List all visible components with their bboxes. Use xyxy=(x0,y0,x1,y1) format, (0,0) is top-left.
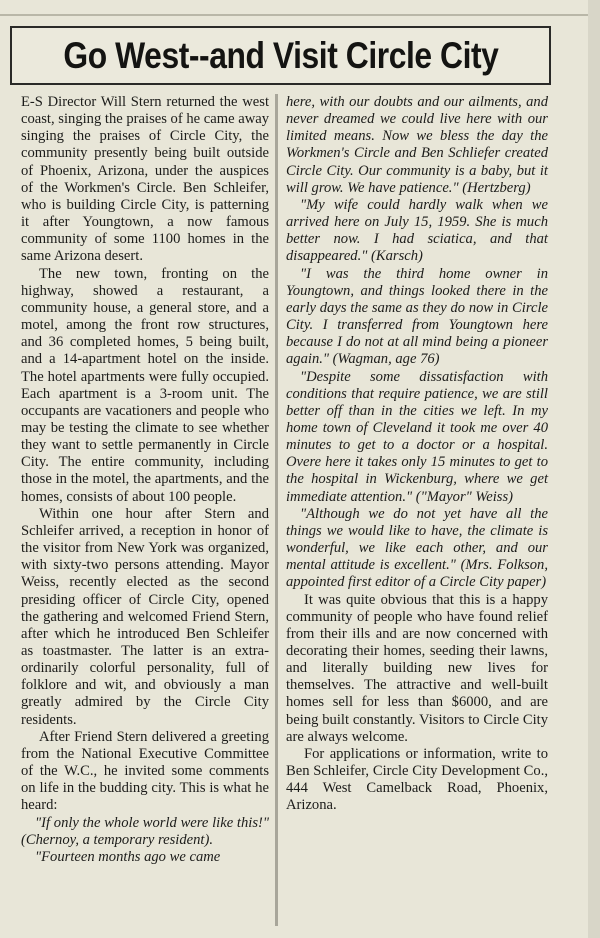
left-column xyxy=(21,94,269,866)
top-rule xyxy=(0,14,600,16)
paragraph: Within one hour after Stern and Schleifer arrived, a reception in honor of the visitor from New York was organized, with sixty-two persons attending. Mayor Weiss, recently elected as the second presiding officer of Circle City, opened the gathering and welcomed Friend Stern, after which he introduced Ben Schleifer as toastmaster. The latter is an extra-ordinarily colorful personality, full of folklore and wit, and obviously a man greatly admired by the Circle City residents. xyxy=(21,505,269,728)
quote-paragraph: "I was the third home owner in Youngtown, and things looked there in the early days the same as they do now in Circle City. I transferred from Youngtown here because I do not at all mind being a pioneer again." (Wagman, age 76) xyxy=(286,265,548,368)
quote-paragraph: "My wife could hardly walk when we arrived here on July 15, 1959. She is much better now. I had sciatica, and that disappeared." (Karsch) xyxy=(286,196,548,265)
headline: Go West--and Visit Circle City xyxy=(62,34,499,76)
quote-paragraph: "Although we do not yet have all the things we would like to have, the climate is wonderful, we like each other, and our mental attitude is excellent." (Mrs. Folkson, appointed first editor of a Circle City paper) xyxy=(286,505,548,591)
quote-paragraph: "If only the whole world were like this!" (Chernoy, a temporary resident). xyxy=(21,814,269,848)
right-column xyxy=(286,94,548,815)
column-divider xyxy=(275,94,278,926)
paragraph: E-S Director Will Stern returned the west coast, singing the praises of he came away singing the praises of Circle City, the community presently being built outside of Phoenix, Arizona, under the auspices of the Workmen's Circle. Ben Schleifer, who is building Circle City, is patterning it after Youngtown, a now famous community of some 1100 homes in the same Arizona desert. xyxy=(21,94,270,265)
paragraph: For applications or information, write to Ben Schleifer, Circle City Development Co., 444 West Camelback Road, Phoenix, Arizona. xyxy=(286,745,548,814)
paragraph: It was quite obvious that this is a happy community of people who have found relief from their ills and are now concerned with decorating their homes, seeding their lawns, and literally building new lives for themselves. The attractive and well-built homes sell for less than $6000, and are being built constantly. Visitors to Circle City are always welcome. xyxy=(286,591,548,745)
quote-paragraph: here, with our doubts and our ailments, and never dreamed we could live here with our limited means. Now we bless the day the Workmen's Circle and Ben Schliefer created Circle City. Our community is a baby, but it will grow. We have patience." (Hertzberg) xyxy=(286,94,548,196)
paragraph: The new town, fronting on the highway, showed a restaurant, a community house, a general store, and a motel, among the front row structures, and 36 completed homes, 5 being built, and a 14-apartment hotel on the inside. The hotel apartments were fully occupied. Each apartment is a 3-room unit. The occupants are vacationers and people who may be testing the climate to see whether they want to settle permanently in Circle City. The entire community, including those in the motel, the apartments, and the homes, consists of about 100 people. xyxy=(21,265,269,505)
page-edge xyxy=(588,0,600,938)
paragraph: After Friend Stern delivered a greeting from the National Executive Committee of the W.C., he invited some comments on life in the budding city. This is what he heard: xyxy=(21,728,269,814)
quote-paragraph: "Fourteen months ago we came xyxy=(35,848,221,865)
quote-paragraph: "Despite some dissatisfaction with conditions that require patience, we are still better off than in the cities we left. In my home town of Cleveland it took me over 40 minutes to get to a doctor or a hospital. Overe here it takes only 15 minutes to get to the hospital in Wickenburg, where we get immediate attention." ("Mayor" Weiss) xyxy=(286,368,548,505)
headline-box xyxy=(10,26,551,85)
